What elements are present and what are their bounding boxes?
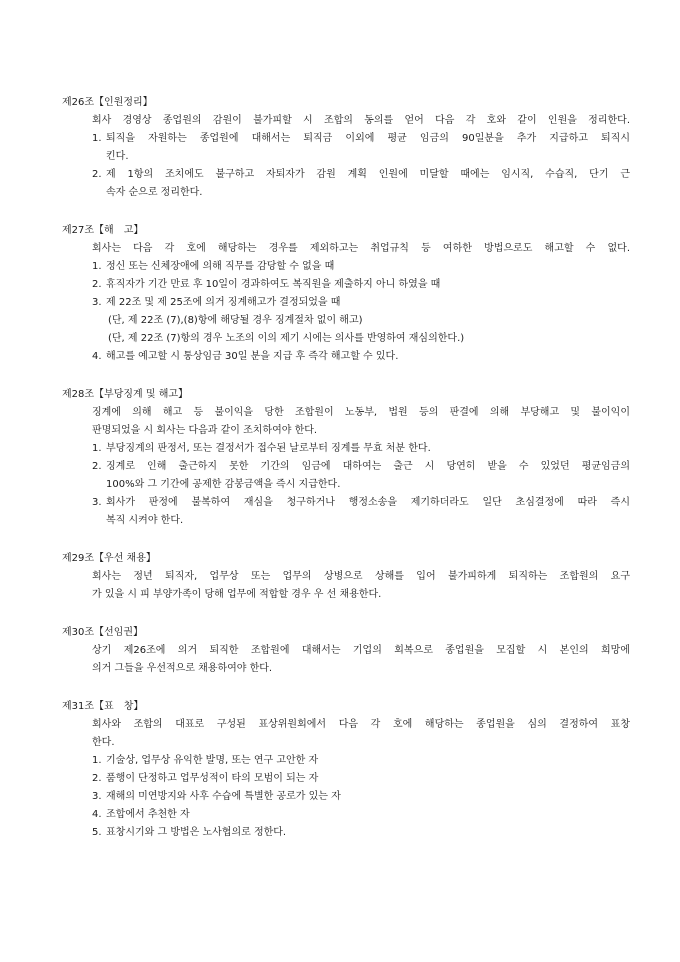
numbered-item (62, 752, 630, 770)
article-text (62, 240, 630, 258)
item-text: 표창시기와 그 방법은 노사협의로 정한다. (106, 827, 287, 838)
article-text (62, 404, 630, 422)
item-number: 4. (92, 809, 102, 820)
article-text (62, 642, 630, 660)
item-continuation (62, 184, 630, 202)
line-text: 상기 제26조에 의거 퇴직한 조합원에 대해서는 기업의 회복으로 종업원을 모집할 시 본인의 희망에 (92, 645, 630, 656)
item-number: 2. (92, 773, 102, 784)
item-number: 1. (92, 443, 102, 454)
article (62, 550, 630, 604)
numbered-item (62, 770, 630, 788)
article (62, 94, 630, 202)
line-text: 회사는 정년 퇴직자, 업무상 또는 업무의 상병으로 상해를 입어 불가피하게 퇴직하는 조합원의 요구 (92, 571, 630, 582)
article-text (62, 586, 630, 604)
numbered-item (62, 824, 630, 842)
item-text: 제 1항의 조치에도 불구하고 자퇴자가 감원 계획 인원에 미달할 때에는 임시직, 수습직, 단기 근 (106, 169, 630, 180)
item-text: 제 22조 및 제 25조에 의거 징계해고가 결정되었을 때 (106, 297, 341, 308)
item-text: 부당징계의 판정서, 또는 결정서가 접수된 날로부터 징계를 무효 처분 한다. (106, 443, 431, 454)
line-text: (단, 제 22조 (7),(8)항에 해당될 경우 징계절차 없이 해고) (108, 315, 363, 326)
article-heading: 제27조【해 고】 (62, 225, 144, 236)
article-heading: 제28조【부당징계 및 해고】 (62, 389, 189, 400)
numbered-item (62, 276, 630, 294)
item-text: 징계로 인해 출근하지 못한 기간의 임금에 대하여는 출근 시 당연히 받을 수 있었던 평균임금의 (106, 461, 630, 472)
line-text: 판명되었을 시 회사는 다음과 같이 조치하여야 한다. (92, 425, 318, 436)
article (62, 624, 630, 678)
item-text: 퇴직을 자원하는 종업원에 대해서는 퇴직금 이외에 평균 임금의 90일분을 추가 지급하고 퇴직시 (106, 133, 630, 144)
numbered-item (62, 494, 630, 512)
numbered-item (62, 440, 630, 458)
numbered-item (62, 258, 630, 276)
numbered-item (62, 458, 630, 476)
item-number: 3. (92, 297, 102, 308)
line-text: 회사와 조합의 대표로 구성된 표상위원회에서 다음 각 호에 해당하는 종업원을 심의 결정하여 표창 (92, 719, 630, 730)
item-text: 정신 또는 신체장애에 의해 직무를 감당할 수 없을 때 (106, 261, 335, 272)
item-number: 2. (92, 461, 102, 472)
item-continuation (62, 476, 630, 494)
item-number: 2. (92, 169, 102, 180)
item-number: 1. (92, 755, 102, 766)
item-number: 2. (92, 279, 102, 290)
line-text: 100%와 그 기간에 공제한 감봉금액을 즉시 지급한다. (106, 479, 341, 490)
item-text: 품행이 단정하고 업무성적이 타의 모범이 되는 자 (106, 773, 319, 784)
article-text (62, 716, 630, 734)
item-continuation (62, 512, 630, 530)
numbered-item (62, 806, 630, 824)
article-heading: 제29조【우선 채용】 (62, 553, 156, 564)
item-text: 해고를 예고할 시 통상임금 30일 분을 지급 후 즉각 해고할 수 있다. (106, 351, 399, 362)
line-text: 가 있을 시 피 부양가족이 당해 업무에 적합할 경우 우 선 채용한다. (92, 589, 382, 600)
article-text (62, 422, 630, 440)
item-number: 4. (92, 351, 102, 362)
line-text: 회사 경영상 종업원의 감원이 불가피할 시 조합의 동의를 얻어 다음 각 호와 같이 인원을 정리한다. (92, 115, 630, 126)
article-text (62, 660, 630, 678)
item-number: 3. (92, 791, 102, 802)
item-number: 5. (92, 827, 102, 838)
item-note (62, 312, 630, 330)
numbered-item (62, 294, 630, 312)
article-text (62, 734, 630, 752)
article (62, 386, 630, 530)
article-text (62, 112, 630, 130)
line-text: (단, 제 22조 (7)항의 경우 노조의 이의 제기 시에는 의사를 반영하여 재심의한다.) (108, 333, 465, 344)
numbered-item (62, 788, 630, 806)
article (62, 698, 630, 842)
item-note (62, 330, 630, 348)
line-text: 징계에 의해 해고 등 불이익을 당한 조합원이 노동부, 법원 등의 판결에 의해 부당해고 및 불이익이 (92, 407, 630, 418)
item-continuation (62, 148, 630, 166)
item-text: 기술상, 업무상 유익한 발명, 또는 연구 고안한 자 (106, 755, 319, 766)
article-heading: 제31조【표 창】 (62, 701, 144, 712)
numbered-item (62, 166, 630, 184)
article-heading: 제26조【인원정리】 (62, 97, 153, 108)
item-text: 재해의 미연방지와 사후 수습에 특별한 공로가 있는 자 (106, 791, 341, 802)
article-text (62, 568, 630, 586)
item-number: 3. (92, 497, 102, 508)
article (62, 222, 630, 366)
item-text: 휴직자가 기간 만료 후 10일이 경과하여도 복직원을 제출하지 아니 하였을 때 (106, 279, 441, 290)
item-text: 조합에서 추천한 자 (106, 809, 190, 820)
line-text: 속자 순으로 정리한다. (106, 187, 203, 198)
line-text: 회사는 다음 각 호에 해당하는 경우를 제외하고는 취업규칙 등 여하한 방법으로도 해고할 수 없다. (92, 243, 630, 254)
item-text: 회사가 판정에 불복하여 재심을 청구하거나 행정소송을 제기하더라도 일단 초심결정에 따라 즉시 (106, 497, 630, 508)
line-text: 복직 시켜야 한다. (106, 515, 184, 526)
item-number: 1. (92, 133, 102, 144)
article-heading: 제30조【선임권】 (62, 627, 144, 638)
line-text: 한다. (92, 737, 115, 748)
line-text: 킨다. (106, 151, 129, 162)
numbered-item (62, 130, 630, 148)
numbered-item (62, 348, 630, 366)
line-text: 의거 그들을 우선적으로 채용하여야 한다. (92, 663, 273, 674)
item-number: 1. (92, 261, 102, 272)
